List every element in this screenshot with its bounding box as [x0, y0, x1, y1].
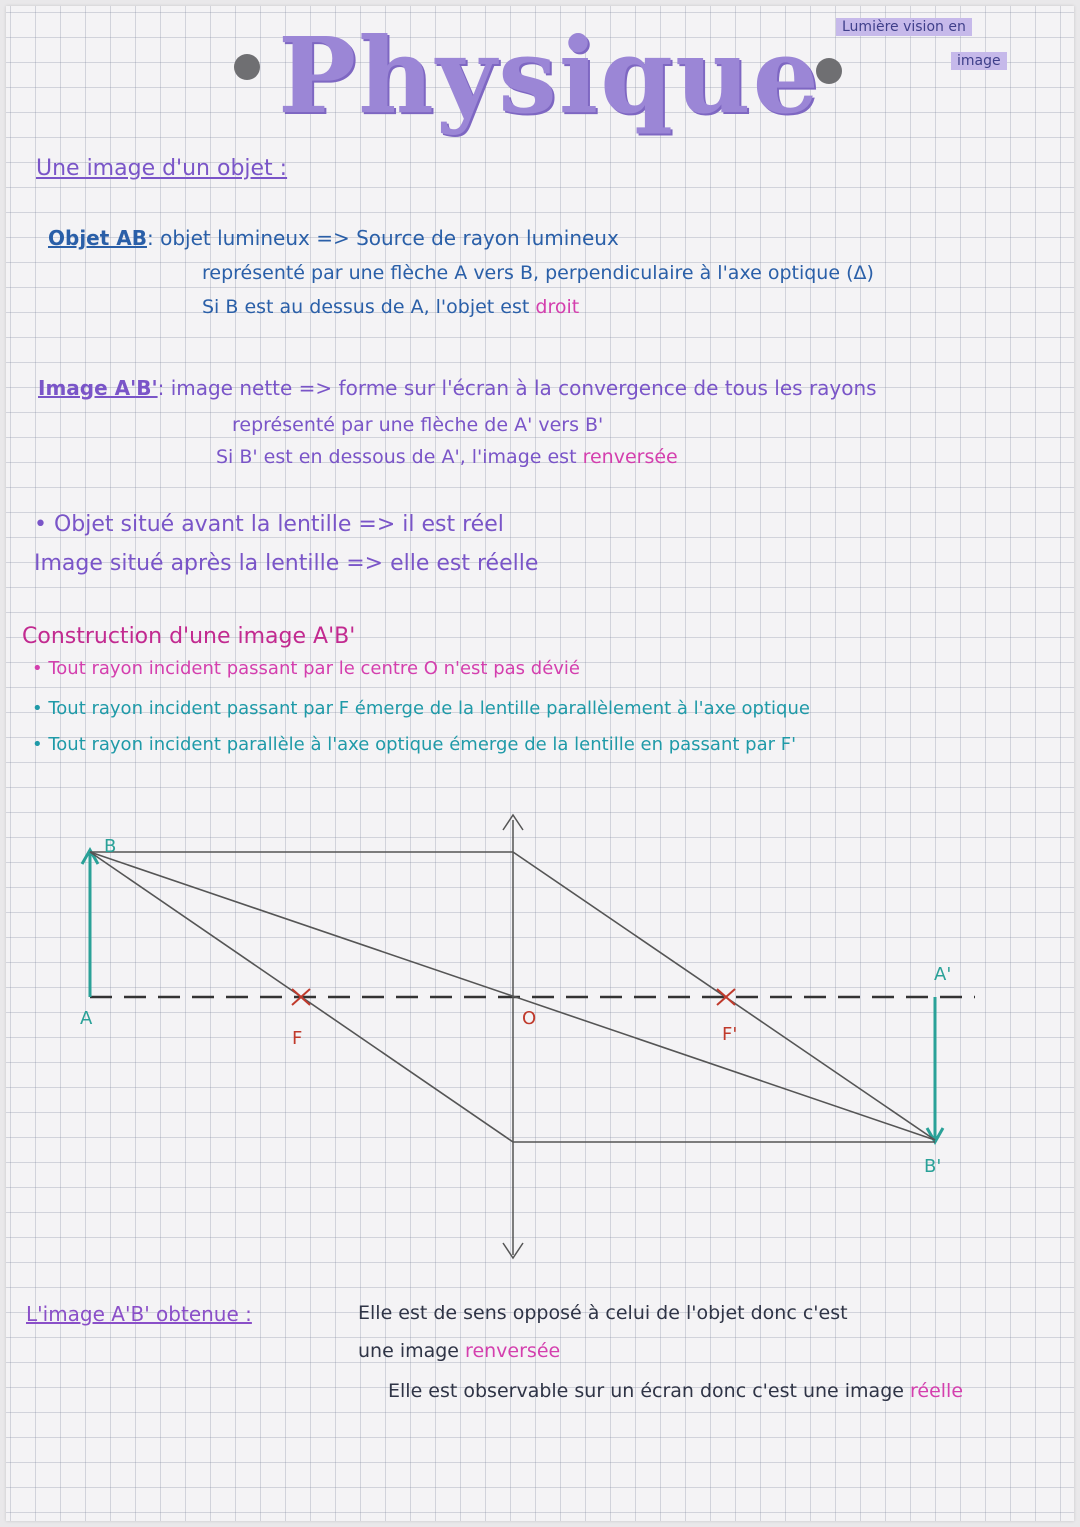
label-f: F [292, 1028, 303, 1049]
label-aprime: A' [934, 964, 952, 985]
conclusion-line2-text: une image [358, 1340, 459, 1362]
label-fprime: F' [722, 1024, 738, 1045]
construction-rule-1: • Tout rayon incident passant par le centre O n'est pas dévié [32, 658, 580, 679]
label-b: B [104, 836, 117, 857]
label-bprime: B' [924, 1156, 942, 1177]
section-heading-image-objet: Une image d'un objet : [36, 156, 288, 181]
conclusion-line3-text: Elle est observable sur un écran donc c'est une image [388, 1380, 904, 1402]
page-title: Physique [278, 14, 821, 137]
objet-reel-line: • Objet situé avant la lentille => il est réel [34, 512, 504, 537]
objet-droit-text: Si B est au dessus de A, l'objet est [202, 296, 530, 318]
image-renversee-text: Si B' est en dessous de A', l'image est [216, 446, 577, 468]
label-a: A [80, 1008, 93, 1029]
construction-rule-2: • Tout rayon incident passant par F émerge de la lentille parallèlement à l'axe optique [32, 698, 810, 719]
image-apbp-text: : image nette => forme sur l'écran à la convergence de tous les rayons [157, 376, 877, 400]
image-definition-line2: représenté par une flèche de A' vers B' [232, 414, 604, 436]
label-o: O [522, 1008, 537, 1029]
topic-tag-line1: Lumière vision en [836, 18, 972, 36]
conclusion-line1: Elle est de sens opposé à celui de l'objet donc c'est [358, 1302, 848, 1324]
objet-ab-text: : objet lumineux => Source de rayon lumineux [146, 226, 619, 250]
image-renversee-emphasis: renversée [582, 446, 678, 468]
objet-definition-line2: représenté par une flèche A vers B, perpendiculaire à l'axe optique (Δ) [202, 262, 874, 284]
topic-tag-line2: image [951, 52, 1007, 70]
section-heading-construction: Construction d'une image A'B' [22, 624, 356, 649]
image-reelle-line: Image situé après la lentille => elle est réelle [34, 551, 539, 576]
conclusion-reelle-emphasis: réelle [910, 1380, 964, 1402]
objet-droit-emphasis: droit [535, 296, 580, 318]
image-apbp-label: Image A'B' [38, 376, 158, 400]
conclusion-label: L'image A'B' obtenue : [26, 1302, 252, 1326]
construction-rule-3: • Tout rayon incident parallèle à l'axe optique émerge de la lentille en passant par F' [32, 734, 797, 755]
objet-ab-label: Objet AB [48, 226, 147, 250]
conclusion-renversee-emphasis: renversée [465, 1340, 561, 1362]
